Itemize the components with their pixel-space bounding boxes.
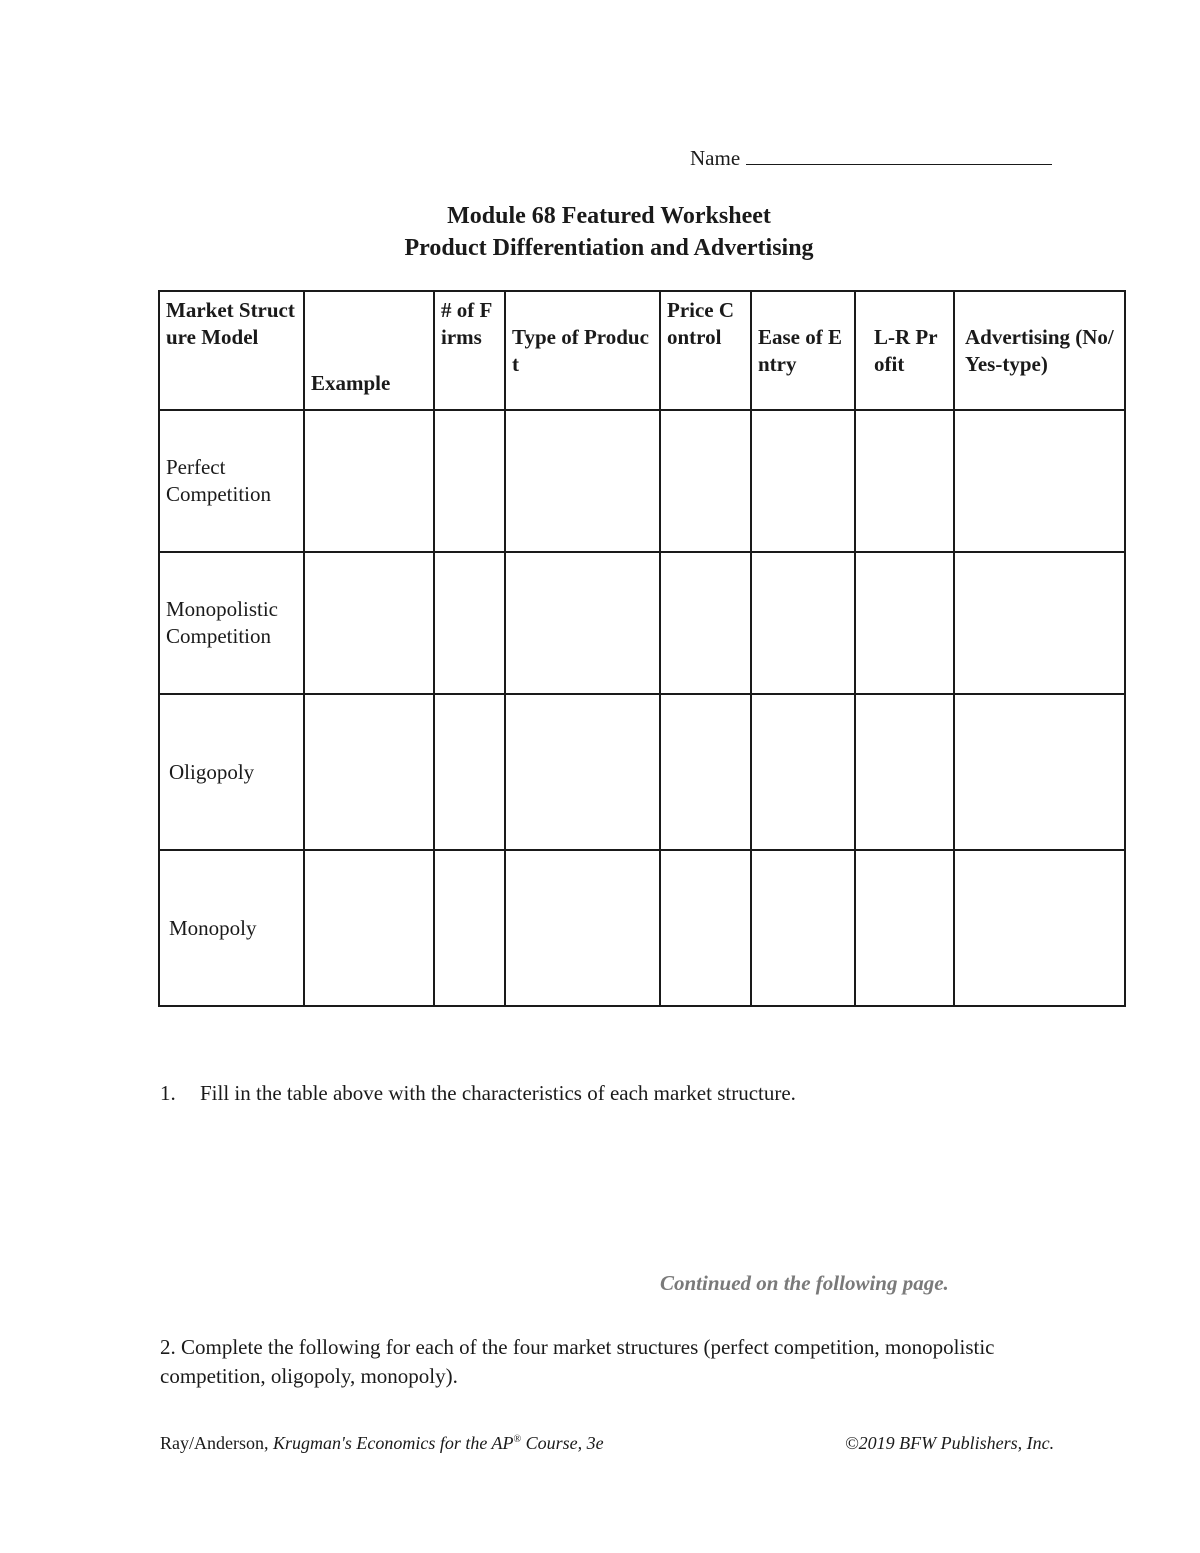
name-field[interactable] <box>690 142 1052 171</box>
table-cell[interactable] <box>434 410 505 552</box>
table-cell[interactable] <box>434 552 505 694</box>
header-lr-profit: L-R Profit <box>855 291 954 410</box>
table-cell[interactable] <box>855 552 954 694</box>
table-row <box>159 552 1125 694</box>
row-label-perfect-competition: Perfect Competition <box>159 410 304 552</box>
question-1-text: Fill in the table above with the characteristics of each market structure. <box>200 1081 796 1105</box>
table-cell[interactable] <box>855 694 954 850</box>
table-cell[interactable] <box>751 552 855 694</box>
table-cell[interactable] <box>660 850 751 1006</box>
row-label-monopoly: Monopoly <box>159 850 304 1006</box>
table-cell[interactable] <box>751 850 855 1006</box>
table-row <box>159 694 1125 850</box>
table-cell[interactable] <box>304 694 434 850</box>
footer-authors: Ray/Anderson, <box>160 1433 269 1453</box>
table-header-row <box>159 291 1125 410</box>
table-cell[interactable] <box>954 552 1125 694</box>
footer-citation <box>160 1433 604 1454</box>
table-cell[interactable] <box>855 410 954 552</box>
table-cell[interactable] <box>505 850 660 1006</box>
table-cell[interactable] <box>660 410 751 552</box>
header-number-of-firms: # of Firms <box>434 291 505 410</box>
worksheet-subtitle: Product Differentiation and Advertising <box>404 235 814 261</box>
question-2-text: 2. Complete the following for each of the four market structures (perfect competition, monopolistic competition, oligopoly, monopoly). <box>160 1335 995 1388</box>
table-cell[interactable] <box>855 850 954 1006</box>
footer-book-title: Krugman's Economics for the AP <box>272 1433 514 1453</box>
row-label-monopolistic-competition: Monopolistic Competition <box>159 552 304 694</box>
name-blank-line[interactable] <box>746 142 1052 165</box>
table-cell[interactable] <box>505 694 660 850</box>
table-cell[interactable] <box>751 410 855 552</box>
table-row <box>159 850 1125 1006</box>
footer-copyright: ©2019 BFW Publishers, Inc. <box>845 1433 1055 1453</box>
market-structure-table <box>158 290 1126 1007</box>
header-advertising: Advertising (No/Yes-type) <box>954 291 1125 410</box>
name-label: Name <box>690 146 741 170</box>
table-cell[interactable] <box>954 694 1125 850</box>
header-example: Example <box>304 291 434 410</box>
worksheet-title: Module 68 Featured Worksheet <box>447 203 771 229</box>
footer-book-suffix: Course, 3e <box>525 1433 604 1453</box>
table-cell[interactable] <box>434 694 505 850</box>
row-label-oligopoly: Oligopoly <box>159 694 304 850</box>
header-ease-of-entry: Ease of Entry <box>751 291 855 410</box>
header-type-of-product: Type of Product <box>505 291 660 410</box>
table-cell[interactable] <box>660 552 751 694</box>
table-cell[interactable] <box>505 552 660 694</box>
question-1 <box>160 1081 796 1106</box>
table-cell[interactable] <box>660 694 751 850</box>
header-market-structure-model: Market Structure Model <box>159 291 304 410</box>
table-cell[interactable] <box>751 694 855 850</box>
continued-note: Continued on the following page. <box>660 1271 949 1295</box>
footer-registered-mark: ® <box>513 1434 522 1445</box>
table-cell[interactable] <box>954 410 1125 552</box>
table-row <box>159 410 1125 552</box>
table-cell[interactable] <box>304 552 434 694</box>
table-cell[interactable] <box>954 850 1125 1006</box>
question-1-number: 1. <box>160 1081 176 1105</box>
table-cell[interactable] <box>304 410 434 552</box>
table-cell[interactable] <box>505 410 660 552</box>
table-cell[interactable] <box>304 850 434 1006</box>
table-cell[interactable] <box>434 850 505 1006</box>
header-price-control: Price Control <box>660 291 751 410</box>
